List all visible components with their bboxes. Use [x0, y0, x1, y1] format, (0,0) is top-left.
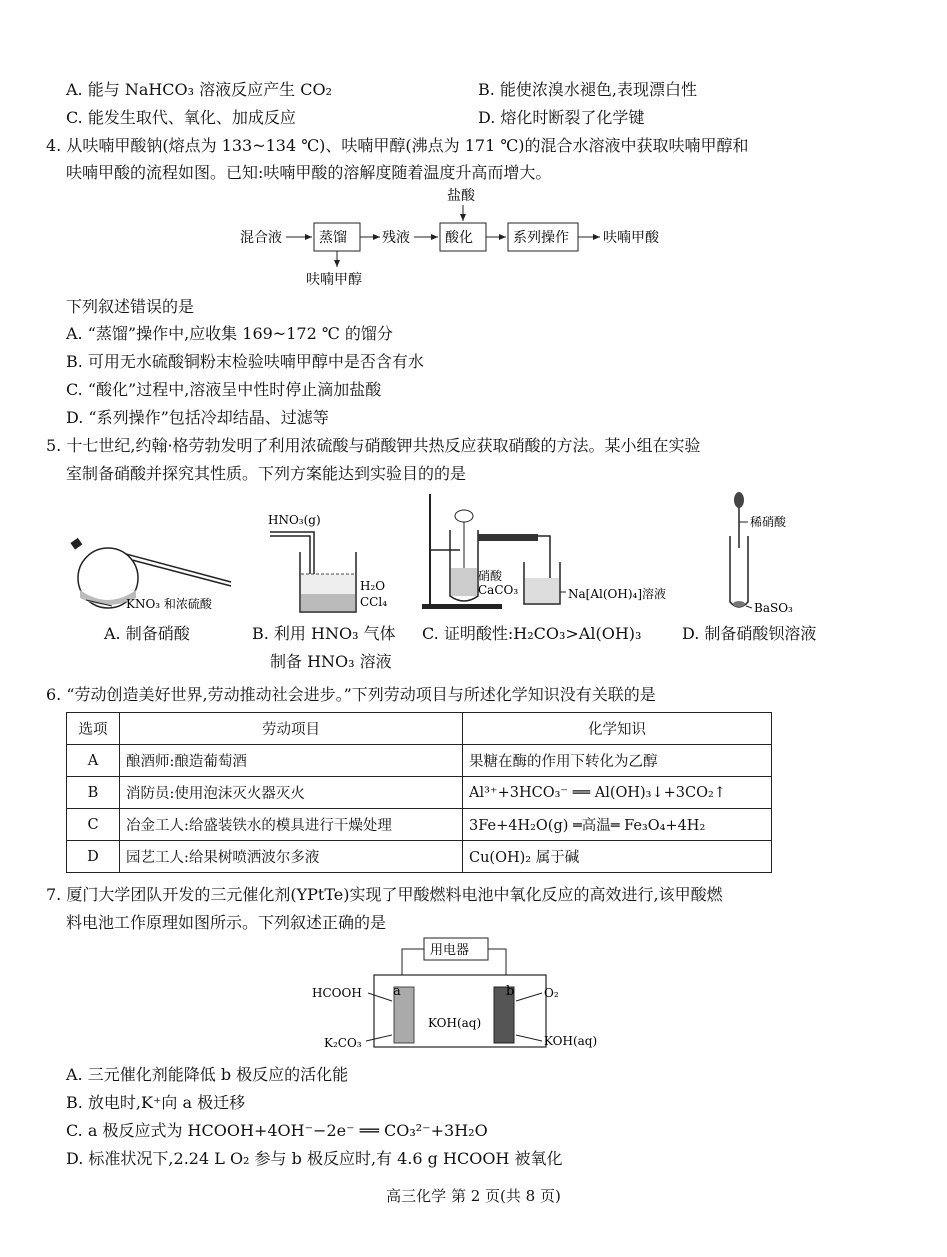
fig-device: 用电器: [430, 943, 470, 958]
row-knowledge: Cu(OH)₂ 属于碱: [463, 841, 772, 873]
q5-caption-b-line2: 制备 HNO₃ 溶液: [270, 652, 392, 671]
q4-option-a: A. “蒸馏”操作中,应收集 169~172 ℃ 的馏分: [66, 324, 393, 343]
q7-option-d: D. 标准状况下,2.24 L O₂ 参与 b 极反应时,有 4.6 g HCOOH 被氧化: [66, 1149, 563, 1168]
fig-in-right: O₂: [544, 986, 559, 1000]
q7-stem-line2: 料电池工作原理如图所示。下列叙述正确的是: [66, 913, 387, 932]
flow-reagent: 盐酸: [447, 188, 475, 204]
table-header-row: [67, 713, 772, 745]
q4-prompt: 下列叙述错误的是: [66, 297, 195, 316]
row-labor: 冶金工人:给盛装铁水的模具进行干燥处理: [120, 809, 463, 841]
table-row: [67, 809, 772, 841]
header-option: 选项: [67, 713, 120, 745]
q3-option-d: D. 熔化时断裂了化学键: [478, 108, 645, 127]
flow-step-series: 系列操作: [513, 230, 569, 246]
fig-a-label: KNO₃ 和浓硫酸: [126, 597, 212, 611]
fig-b-ccl4: CCl₄: [360, 595, 388, 609]
q7-fuel-cell-diagram: [310, 935, 610, 1057]
q4-option-b: B. 可用无水硫酸铜粉末检验呋喃甲醇中是否含有水: [66, 352, 424, 371]
row-knowledge: Al³⁺+3HCO₃⁻ ══ Al(OH)₃↓+3CO₂↑: [463, 777, 772, 809]
fig-out-left: K₂CO₃: [324, 1036, 362, 1050]
row-knowledge: 果糖在酶的作用下转化为乙醇: [463, 745, 772, 777]
row-option: D: [67, 841, 120, 873]
q4-stem-line1: 4. 从呋喃甲酸钠(熔点为 133~134 ℃)、呋喃甲醇(沸点为 171 ℃)的混合水溶液中获取呋喃甲醇和: [46, 136, 749, 155]
q4-flow-diagram: [230, 183, 690, 293]
q3-option-a: A. 能与 NaHCO₃ 溶液反应产生 CO₂: [66, 80, 333, 99]
q4-stem-line2: 呋喃甲酸的流程如图。已知:呋喃甲酸的溶解度随着温度升高而增大。: [66, 163, 552, 182]
header-chem-knowledge: 化学知识: [463, 713, 772, 745]
q5-figure-a-retort: [66, 520, 236, 615]
q4-option-c: C. “酸化”过程中,溶液呈中性时停止滴加盐酸: [66, 380, 382, 399]
q5-caption-c: C. 证明酸性:H₂CO₃>Al(OH)₃: [422, 624, 642, 643]
flow-step-acidify: 酸化: [445, 230, 473, 246]
row-option: C: [67, 809, 120, 841]
fig-c-solution: Na[Al(OH)₄]溶液: [568, 587, 666, 601]
electrode-a: a: [393, 984, 401, 999]
table-row: [67, 777, 772, 809]
row-option: A: [67, 745, 120, 777]
q5-caption-a: A. 制备硝酸: [104, 624, 190, 643]
row-labor: 园艺工人:给果树喷洒波尔多液: [120, 841, 463, 873]
q3-option-b: B. 能使浓溴水褪色,表现漂白性: [478, 80, 698, 99]
fig-c-acid: 硝酸: [478, 569, 503, 583]
row-knowledge: 3Fe+4H₂O(g) ═高温═ Fe₃O₄+4H₂: [463, 809, 772, 841]
fig-d-acid: 稀硝酸: [750, 515, 787, 529]
q6-stem: 6. “劳动创造美好世界,劳动推动社会进步。”下列劳动项目与所述化学知识没有关联的是: [46, 685, 656, 704]
flow-end: 呋喃甲酸: [603, 230, 659, 246]
fig-in-left: HCOOH: [312, 986, 362, 1000]
q5-figure-b-beaker: [262, 508, 402, 618]
fig-electrolyte: KOH(aq): [428, 1016, 482, 1030]
flow-start: 混合液: [240, 230, 282, 246]
row-labor: 酿酒师:酿造葡萄酒: [120, 745, 463, 777]
page-footer: 高三化学 第 2 页(共 8 页): [386, 1187, 561, 1205]
q7-stem-line1: 7. 厦门大学团队开发的三元催化剂(YPtTe)实现了甲酸燃料电池中氧化反应的高效进行,该甲酸燃: [46, 885, 723, 904]
q5-caption-d: D. 制备硝酸钡溶液: [682, 624, 817, 643]
fig-out-right: KOH(aq): [544, 1034, 598, 1048]
q7-option-c: C. a 极反应式为 HCOOH+4OH⁻−2e⁻ ══ CO₃²⁻+3H₂O: [66, 1121, 488, 1140]
fig-c-solid: CaCO₃: [478, 583, 519, 597]
flow-step-distill-output: 呋喃甲醇: [306, 272, 362, 288]
fig-b-water: H₂O: [360, 579, 386, 593]
q5-figure-d-test-tube: [718, 488, 828, 618]
q5-stem-line2: 室制备硝酸并探究其性质。下列方案能达到实验目的的是: [66, 464, 467, 483]
flow-step-distill: 蒸馏: [319, 230, 347, 246]
fig-b-gas: HNO₃(g): [268, 513, 321, 527]
q5-stem-line1: 5. 十七世纪,约翰·格劳勃发明了利用浓硫酸与硝酸钾共热反应获取硝酸的方法。某小组在实验: [46, 436, 701, 455]
table-row: [67, 841, 772, 873]
q5-caption-b-line1: B. 利用 HNO₃ 气体: [252, 624, 396, 643]
q5-figure-c-apparatus: [420, 488, 670, 618]
fig-d-solid: BaSO₃: [754, 601, 793, 615]
flow-mid: 残液: [382, 230, 410, 246]
electrode-b: b: [506, 984, 515, 999]
header-labor-project: 劳动项目: [120, 713, 463, 745]
q3-option-c: C. 能发生取代、氧化、加成反应: [66, 108, 296, 127]
q6-table: [66, 712, 772, 873]
q7-option-b: B. 放电时,K⁺向 a 极迁移: [66, 1093, 246, 1112]
q7-option-a: A. 三元催化剂能降低 b 极反应的活化能: [66, 1065, 349, 1084]
table-row: [67, 745, 772, 777]
q4-option-d: D. “系列操作”包括冷却结晶、过滤等: [66, 408, 329, 427]
row-option: B: [67, 777, 120, 809]
row-labor: 消防员:使用泡沫灭火器灭火: [120, 777, 463, 809]
